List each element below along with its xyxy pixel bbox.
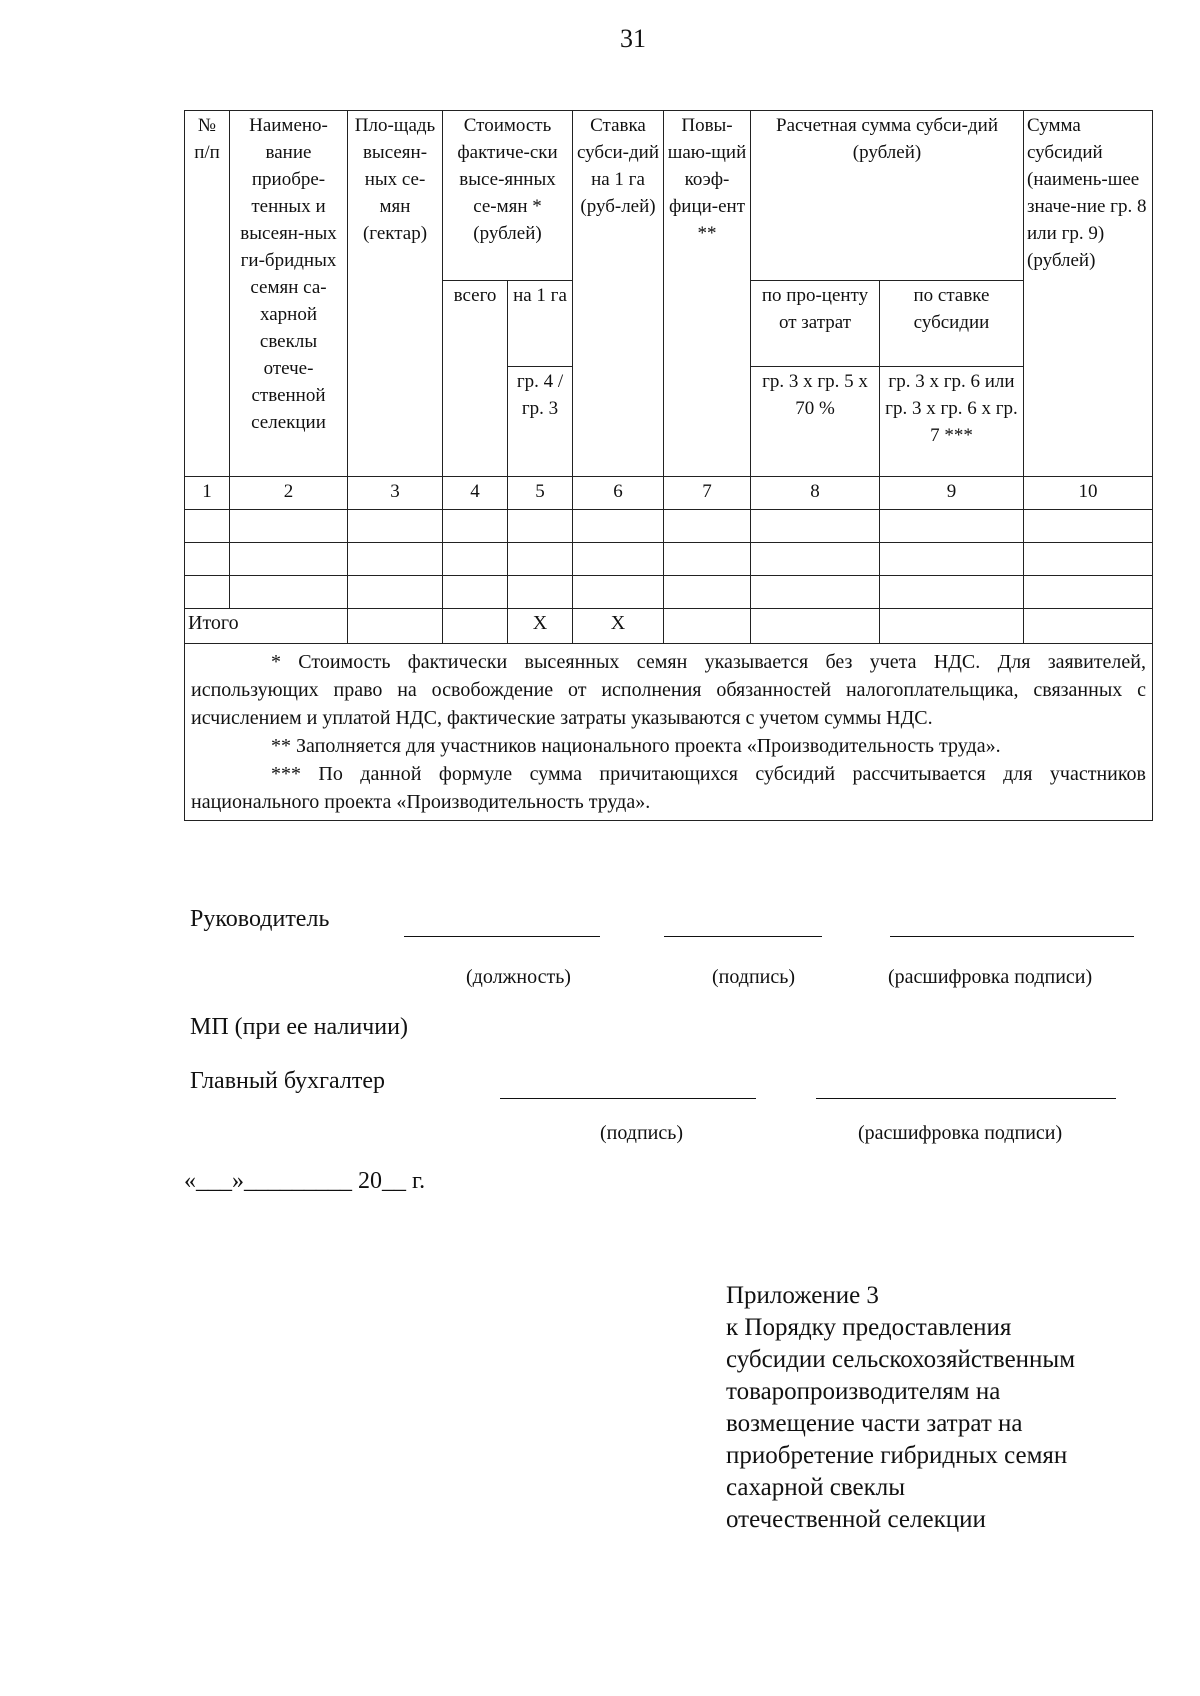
appendix-title: Приложение 3 (726, 1282, 879, 1309)
table-cell (751, 609, 880, 644)
table-cell (751, 543, 880, 576)
column-number: 7 (664, 477, 751, 510)
column-number: 8 (751, 477, 880, 510)
accountant-decoding-line (816, 1098, 1116, 1099)
column-number: 1 (185, 477, 230, 510)
table-cell (880, 543, 1024, 576)
table-cell (185, 576, 230, 609)
table-cell (443, 543, 508, 576)
table-cell (1024, 543, 1153, 576)
footnote-1: * Стоимость фактически высеянных семян указывается без учета НДС. Для заявителей, использующих право на освобождение от исполнения обязанностей налогоплательщика, связанных с исчислением и уплатой НДС, фактические затраты указываются с учетом суммы НДС. (191, 651, 1146, 729)
header-cost: Стоимость фактиче-ски высе-янных се-мян * (рублей) (443, 111, 573, 281)
table-cell (1024, 510, 1153, 543)
appendix-block (726, 1280, 1075, 1536)
table-cell (664, 510, 751, 543)
footnote-3: *** По данной формуле сумма причитающихся субсидий рассчитывается для участников национального проекта «Производительность труда». (191, 763, 1146, 813)
table-cell (573, 510, 664, 543)
table-cell (573, 543, 664, 576)
table-cell (348, 543, 443, 576)
appendix-line: отечественной селекции (726, 1506, 986, 1533)
header-seed-name: Наимено-вание приобре-тенных и высеян-ных ги-бридных семян са-харной свеклы отече-ственной селекции (230, 111, 348, 477)
accountant-decoding-caption: (расшифровка подписи) (858, 1122, 1063, 1144)
table-row (185, 543, 1153, 576)
appendix-line: сахарной свеклы (726, 1474, 906, 1501)
header-calculated-sum: Расчетная сумма субси-дий (рублей) (751, 111, 1024, 281)
appendix-line: субсидии сельскохозяйственным (726, 1346, 1076, 1373)
decoding-line (890, 936, 1134, 937)
accountant-signature-caption: (подпись) (600, 1122, 684, 1144)
table-cell (880, 510, 1024, 543)
table-cell (185, 543, 230, 576)
table-cell (185, 510, 230, 543)
table-cell (443, 609, 508, 644)
header-cost-total: всего (443, 281, 508, 477)
appendix-line: к Порядку предоставления (726, 1314, 1012, 1341)
table-cell (348, 609, 443, 644)
table-cell (508, 576, 573, 609)
appendix-line: товаропроизводителям на (726, 1378, 1001, 1405)
table-cell (880, 576, 1024, 609)
header-area: Пло-щадь высеян-ных се-мян (гектар) (348, 111, 443, 477)
table-cell (348, 510, 443, 543)
accountant-label: Главный бухгалтер (190, 1068, 385, 1094)
header-by-cost-percent: по про-центу от затрат (751, 281, 880, 367)
formula-col5: гр. 4 / гр. 3 (508, 367, 573, 477)
table-cell (664, 543, 751, 576)
footnote-2: ** Заполняется для участников национального проекта «Производительность труда». (271, 735, 1001, 757)
header-coefficient: Повы-шаю-щий коэф-фици-ент ** (664, 111, 751, 477)
date-line: «___»_________ 20__ г. (184, 1168, 426, 1194)
accountant-signature-line (500, 1098, 756, 1099)
table-cell (751, 576, 880, 609)
stamp-label: МП (при ее наличии) (190, 1014, 408, 1040)
position-line (404, 936, 600, 937)
total-col6-mark: Х (573, 609, 664, 644)
column-number: 10 (1024, 477, 1153, 510)
head-label: Руководитель (190, 906, 330, 932)
notes-row (185, 644, 1153, 821)
table-cell (1024, 609, 1153, 644)
table-cell (230, 543, 348, 576)
table-cell (508, 510, 573, 543)
table-cell (443, 576, 508, 609)
footnotes (185, 644, 1153, 821)
table-cell (230, 510, 348, 543)
decoding-caption: (расшифровка подписи) (888, 966, 1093, 988)
column-number: 2 (230, 477, 348, 510)
total-row (185, 609, 1153, 644)
column-number: 6 (573, 477, 664, 510)
formula-col9: гр. 3 х гр. 6 или гр. 3 х гр. 6 х гр. 7 *** (880, 367, 1024, 477)
table-cell (230, 576, 348, 609)
table-cell (443, 510, 508, 543)
column-number-row (185, 477, 1153, 510)
header-cost-per-ha: на 1 га (508, 281, 573, 367)
table-row (185, 576, 1153, 609)
subsidy-calculation-table (184, 110, 1153, 821)
table-cell (751, 510, 880, 543)
table-cell (664, 609, 751, 644)
appendix-line: приобретение гибридных семян (726, 1442, 1068, 1469)
table-cell (664, 576, 751, 609)
column-number: 5 (508, 477, 573, 510)
header-row-number: № п/п (185, 111, 230, 477)
header-by-rate: по ставке субсидии (880, 281, 1024, 367)
column-number: 9 (880, 477, 1024, 510)
table-cell (880, 609, 1024, 644)
total-col5-mark: Х (508, 609, 573, 644)
signature-line (664, 936, 822, 937)
header-subsidy-sum: Сумма субсидий (наимень-шее значе-ние гр. 8 или гр. 9) (рублей) (1024, 111, 1153, 477)
table-cell (348, 576, 443, 609)
table-row (185, 510, 1153, 543)
table-cell (508, 543, 573, 576)
column-number: 3 (348, 477, 443, 510)
header-rate: Ставка субси-дий на 1 га (руб-лей) (573, 111, 664, 477)
table-cell (573, 576, 664, 609)
appendix-line: возмещение части затрат на (726, 1410, 1023, 1437)
signature-caption: (подпись) (712, 966, 796, 988)
position-caption: (должность) (466, 966, 571, 988)
formula-col8: гр. 3 х гр. 5 х 70 % (751, 367, 880, 477)
page-number: 31 (620, 24, 646, 53)
total-label: Итого (185, 609, 348, 644)
column-number: 4 (443, 477, 508, 510)
table-cell (1024, 576, 1153, 609)
